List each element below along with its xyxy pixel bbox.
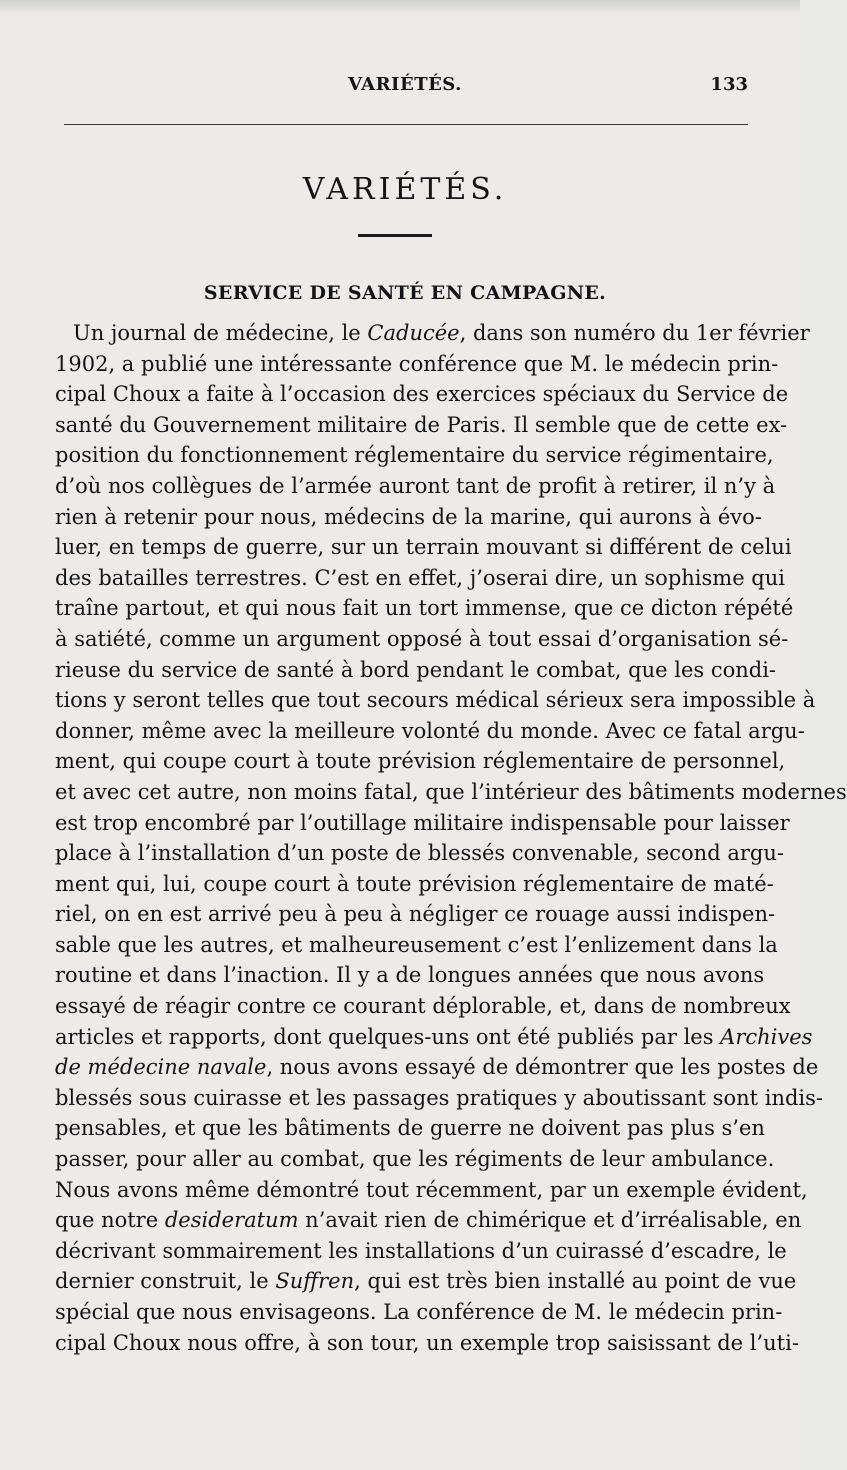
text-span: traîne partout, et qui nous fait un tort immense, que ce dicton répété — [55, 596, 794, 621]
text-span: Un journal de médecine, le — [73, 321, 368, 345]
text-line — [55, 1297, 783, 1328]
text-span: ment, qui coupe court à toute prévision réglementaire de personnel, — [55, 749, 786, 774]
text-span: sable que les autres, et malheureusement c’est l’enlizement dans la — [55, 932, 778, 957]
running-header — [62, 74, 748, 104]
text-span: blessés sous cuirasse et les passages pratiques y aboutissant sont indis- — [55, 1085, 824, 1110]
text-span: articles et rapports, dont quelques-uns ont été publiés par les — [55, 1024, 721, 1049]
text-span: dernier construit, le — [55, 1269, 276, 1294]
text-line — [55, 349, 779, 380]
text-line — [55, 655, 777, 686]
text-span: , nous avons essayé de démontrer que les postes de — [266, 1055, 819, 1080]
text-span: luer, en temps de guerre, sur un terrain mouvant si différent de celui — [55, 535, 792, 560]
text-span: rieuse du service de santé à bord pendant le combat, que les condi- — [55, 657, 777, 682]
text-line — [55, 1236, 787, 1267]
text-span: cipal Choux a faite à l’occasion des exercices spéciaux du Service de — [55, 382, 789, 407]
text-line — [55, 532, 792, 563]
article-body — [55, 318, 847, 1358]
italic-text: Caducée — [367, 321, 460, 345]
section-title-rule — [358, 234, 432, 237]
text-span: à satiété, comme un argument opposé à tout essai d’organisation sé- — [55, 626, 789, 651]
page-number: 133 — [710, 74, 748, 95]
text-span: cipal Choux nous offre, à son tour, un exemple trop saisissant de l’uti- — [55, 1330, 799, 1355]
text-line — [55, 624, 789, 655]
text-span: place à l’installation d’un poste de blessés convenable, second argu- — [55, 841, 784, 866]
text-line — [55, 440, 774, 471]
text-span: passer, pour aller au combat, que les régiments de leur ambulance. — [55, 1147, 775, 1172]
text-line — [55, 808, 790, 839]
text-line — [55, 777, 847, 808]
text-line — [55, 1113, 765, 1144]
text-span: n’avait rien de chimérique et d’irréalisable, en — [298, 1208, 802, 1233]
text-line — [55, 746, 786, 777]
text-span: , dans son numéro du 1er février — [459, 321, 810, 345]
text-line — [55, 1022, 813, 1053]
text-span: ment qui, lui, coupe court à toute prévision réglementaire de maté- — [55, 871, 774, 896]
text-span: 1902, a publié une intéressante conférence que M. le médecin prin- — [55, 351, 779, 376]
text-line — [55, 502, 762, 533]
text-span: et avec cet autre, non moins fatal, que l’intérieur des bâtiments modernes — [55, 779, 847, 804]
text-line — [55, 1205, 802, 1236]
text-span: des batailles terrestres. C’est en effet, j’oserai dire, un sophisme qui — [55, 565, 785, 590]
italic-text: Suffren — [275, 1269, 355, 1294]
article-title: SERVICE DE SANTÉ EN CAMPAGNE. — [203, 282, 607, 304]
page-top-shadow — [0, 0, 800, 14]
text-span: est trop encombré par l’outillage militaire indispensable pour laisser — [55, 810, 790, 835]
text-line — [55, 471, 776, 502]
text-line — [55, 1328, 799, 1359]
text-span: position du fonctionnement réglementaire du service régimentaire, — [55, 443, 774, 468]
text-line — [55, 1266, 797, 1297]
text-line — [55, 1144, 775, 1175]
text-line — [55, 960, 765, 991]
text-span: d’où nos collègues de l’armée auront tant de profit à retirer, il n’y à — [55, 473, 776, 498]
text-span: santé du Gouvernement militaire de Paris. Il semble que de cette ex- — [55, 412, 788, 437]
text-span: pensables, et que les bâtiments de guerre ne doivent pas plus s’en — [55, 1116, 765, 1141]
text-line — [55, 838, 784, 869]
text-line — [55, 379, 789, 410]
text-span: Nous avons même démontré tout récemment, par un exemple évident, — [55, 1177, 808, 1202]
text-span: essayé de réagir contre ce courant déplorable, et, dans de nombreux — [55, 994, 791, 1019]
text-line — [55, 563, 785, 594]
text-span: tions y seront telles que tout secours médical sérieux sera impossible à — [55, 688, 816, 713]
text-line — [55, 1052, 819, 1083]
text-line — [55, 869, 774, 900]
text-line — [55, 991, 791, 1022]
text-span: rien à retenir pour nous, médecins de la marine, qui aurons à évo- — [55, 504, 762, 529]
text-span: spécial que nous envisageons. La conférence de M. le médecin prin- — [55, 1300, 783, 1324]
text-span: décrivant sommairement les installations d’un cuirassé d’escadre, le — [55, 1238, 787, 1263]
text-line — [55, 318, 810, 349]
text-line — [55, 410, 788, 441]
text-span: que notre — [55, 1208, 165, 1233]
running-title: VARIÉTÉS. — [348, 74, 462, 95]
italic-text: desideratum — [164, 1208, 299, 1233]
text-line — [55, 1175, 808, 1206]
italic-text: Archives — [720, 1024, 813, 1049]
text-line — [55, 1083, 824, 1114]
text-line — [55, 685, 816, 716]
text-span: , qui est très bien installé au point de vue — [354, 1269, 797, 1294]
section-title: VARIÉTÉS. — [302, 172, 508, 207]
text-line — [55, 899, 776, 930]
italic-text: de médecine navale — [55, 1055, 267, 1080]
text-line — [55, 716, 805, 747]
text-line — [55, 593, 794, 624]
text-span: riel, on en est arrivé peu à peu à négliger ce rouage aussi indispen- — [55, 902, 776, 927]
text-line — [55, 930, 778, 961]
text-span: routine et dans l’inaction. Il y a de longues années que nous avons — [55, 963, 765, 988]
text-span: donner, même avec la meilleure volonté du monde. Avec ce fatal argu- — [55, 718, 805, 743]
header-rule — [64, 124, 748, 125]
